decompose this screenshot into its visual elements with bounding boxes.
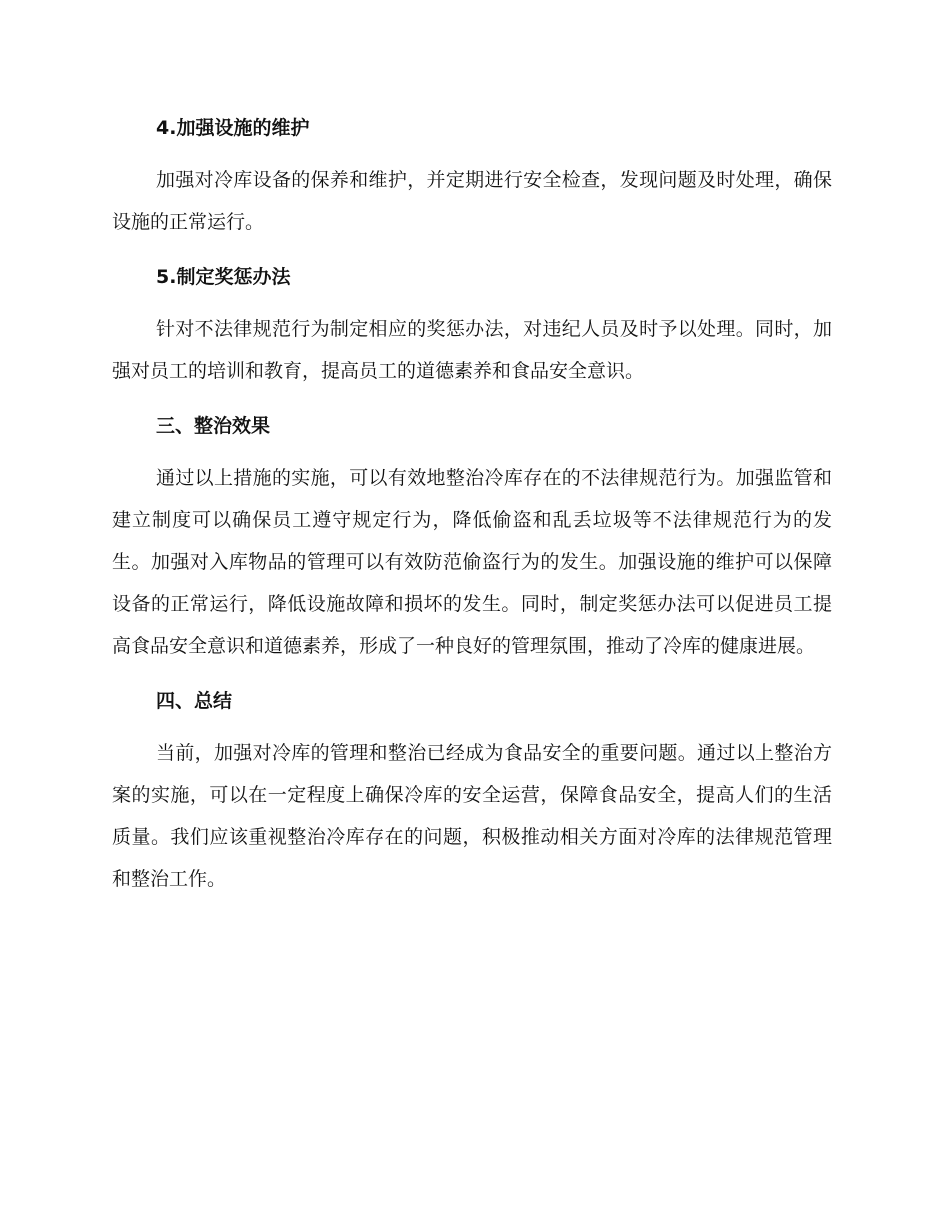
section-paragraph-summary: 当前，加强对冷库的管理和整治已经成为食品安全的重要问题。通过以上整治方案的实施，可以在一定程度上确保冷库的安全运营，保障食品安全，提高人们的生活质量。我们应该重视整治冷库存在的问题，积极推动相关方面对冷库的法律规范管理和整治工作。 bbox=[112, 742, 832, 890]
document-body bbox=[112, 107, 832, 913]
section-paragraph-rewards-penalties: 针对不法律规范行为制定相应的奖惩办法，对违纪人员及时予以处理。同时，加强对员工的培训和教育，提高员工的道德素养和食品安全意识。 bbox=[112, 318, 832, 382]
section-heading-rewards-penalties: 5.制定奖惩办法 bbox=[156, 266, 291, 288]
section-heading-rectification-effect: 三、整治效果 bbox=[156, 415, 271, 437]
section-heading-summary: 四、总结 bbox=[156, 690, 233, 712]
section-heading-facility-maintenance: 4.加强设施的维护 bbox=[156, 117, 310, 139]
section-paragraph-facility-maintenance: 加强对冷库设备的保养和维护，并定期进行安全检查，发现问题及时处理，确保设施的正常运行。 bbox=[112, 169, 832, 233]
section-paragraph-rectification-effect: 通过以上措施的实施，可以有效地整治冷库存在的不法律规范行为。加强监管和建立制度可以确保员工遵守规定行为，降低偷盗和乱丢垃圾等不法律规范行为的发生。加强对入库物品的管理可以有效防范偷盗行为的发生。加强设施的维护可以保障设备的正常运行，降低设施故障和损坏的发生。同时，制定奖惩办法可以促进员工提高食品安全意识和道德素养，形成了一种良好的管理氛围，推动了冷库的健康进展。 bbox=[112, 467, 832, 657]
